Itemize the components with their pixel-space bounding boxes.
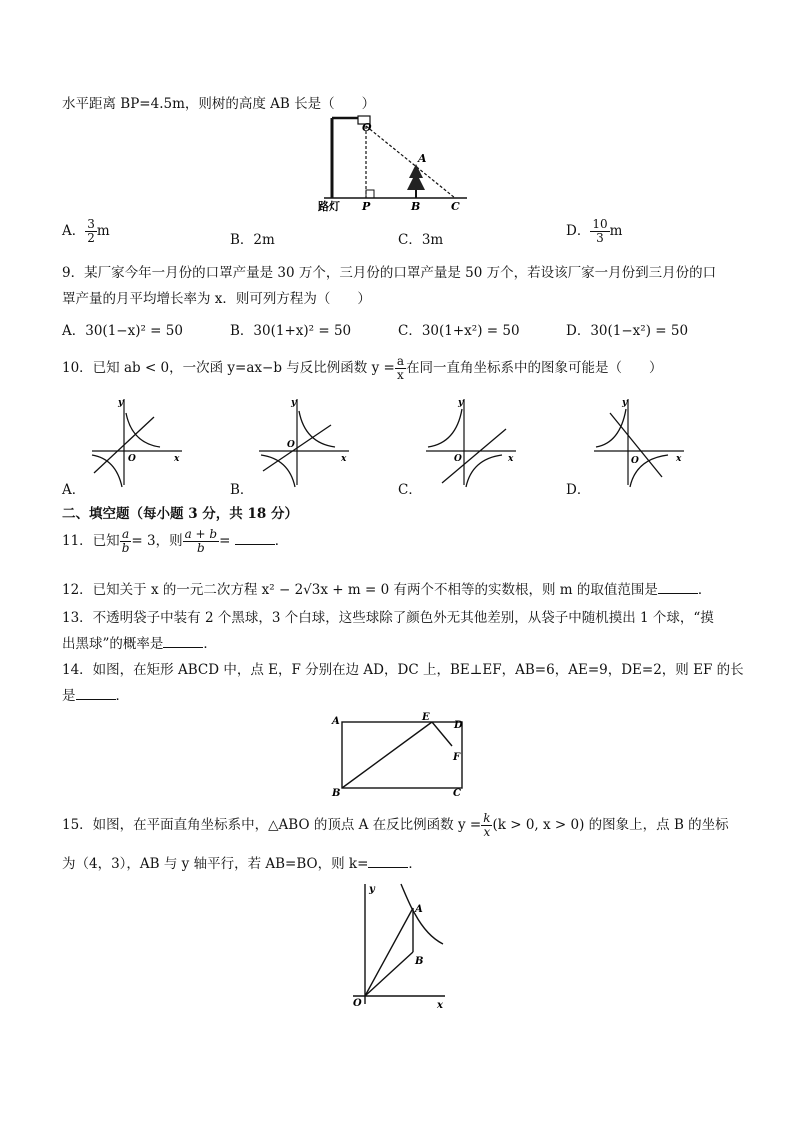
q14-figure-rectangle — [328, 710, 470, 802]
option-d-fraction: $\frac{10}{3}$ — [592, 217, 608, 245]
q12-end: ． — [697, 582, 712, 598]
y-label: y — [622, 398, 628, 408]
label-x: x — [437, 1000, 443, 1010]
q9-option-c: C．30(1+x²) = 50 — [398, 323, 520, 339]
hyperbola — [261, 411, 335, 487]
right-angle-mark — [366, 190, 374, 198]
option-a-fraction: $\frac{3}{2}$ — [87, 217, 95, 245]
segment-oa — [365, 908, 413, 996]
q10-label-c: C． — [398, 482, 422, 498]
q10-stem-suffix: 在同一直角坐标系中的图象可能是（ ） — [405, 360, 663, 376]
option-a-unit: m — [96, 223, 110, 239]
q10-label-b: B． — [230, 482, 254, 498]
q10-graph-c — [422, 395, 522, 490]
q12 — [62, 578, 711, 598]
label-O: O — [353, 998, 362, 1009]
q14-line2 — [62, 684, 129, 704]
o-label: O — [631, 456, 639, 466]
section-title-fill-in: 二、填空题（每小题 3 分，共 18 分） — [62, 506, 298, 522]
q15-figure-coordinate — [345, 878, 455, 1010]
rectangle-abcd — [342, 722, 462, 788]
q8-option-c: C．3m — [398, 232, 444, 248]
q8-figure-streetlamp — [312, 112, 472, 212]
q15-line2-text: 为（4，3），AB 与 y 轴平行，若 AB=BO，则 k= — [62, 856, 369, 872]
q10-stem — [62, 355, 662, 382]
o-label: O — [454, 454, 462, 464]
x-label: x — [174, 454, 180, 464]
option-d-prefix: D． — [566, 223, 591, 239]
o-label: O — [287, 440, 295, 450]
segment-ob — [365, 952, 413, 996]
q13-end: ． — [203, 636, 217, 652]
label-B: B — [332, 788, 341, 799]
q11-end: ． — [274, 533, 289, 549]
hyperbola — [596, 409, 668, 487]
q11-answer-blank[interactable] — [235, 532, 275, 545]
q10-graph-a — [88, 395, 188, 490]
q13-line1: 13．不透明袋子中装有 2 个黑球，3 个白球，这些球除了颜色外无其他差别，从袋子中随机摸出 1 个球，“摸 — [62, 610, 714, 626]
q11-fraction-ab-b: $\frac{a + b}{b}$ — [184, 527, 218, 555]
q15-suffix: (k > 0, x > 0) 的图象上，点 B 的坐标 — [492, 817, 729, 833]
q13-line2 — [62, 632, 217, 652]
q8-option-d — [566, 218, 622, 245]
q9-option-a: A．30(1−x)² = 50 — [62, 323, 183, 339]
q8-stem-tail: 水平距离 BP=4.5m，则树的高度 AB 长是（ ） — [62, 96, 376, 112]
label-F: F — [453, 752, 461, 763]
x-label: x — [508, 454, 514, 464]
q14-end: ． — [115, 688, 129, 704]
q10-stem-prefix: 10．已知 ab < 0，一次函 y=ax−b 与反比例函数 y = — [62, 360, 395, 376]
q10-graph-d — [590, 395, 690, 490]
y-label: y — [118, 398, 124, 408]
x-label: x — [341, 454, 347, 464]
q9-option-d: D．30(1−x²) = 50 — [566, 323, 689, 339]
label-B: B — [411, 200, 421, 212]
q8-option-b: B．2m — [230, 232, 275, 248]
option-a-prefix: A． — [62, 223, 86, 239]
q9-line2: 罩产量的月平均增长率为 x．则可列方程为（ ） — [62, 291, 371, 307]
q11-eq: = — [219, 533, 231, 549]
label-A: A — [332, 716, 340, 727]
q10-label-a: A． — [62, 482, 86, 498]
y-label: y — [291, 398, 297, 408]
label-C: C — [453, 788, 461, 799]
label-E: E — [422, 712, 430, 723]
q12-text: 12．已知关于 x 的一元二次方程 x² − 2√3x + m = 0 有两个不相等的实数根，则 m 的取值范围是 — [62, 582, 658, 598]
label-P: P — [362, 200, 371, 212]
x-label: x — [676, 454, 682, 464]
q14-line1: 14．如图，在矩形 ABCD 中，点 E，F 分别在边 AD，DC 上，BE⊥EF，AB=6，AE=9，DE=2，则 EF 的长 — [62, 662, 744, 678]
label-D: D — [454, 720, 463, 731]
q9-line1: 9．某厂家今年一月份的口罩产量是 30 万个，三月份的口罩产量是 50 万个，若设该厂家一月份到三月份的口 — [62, 265, 717, 281]
line — [610, 413, 662, 477]
q11 — [62, 528, 288, 555]
label-lamp: 路灯 — [318, 200, 340, 212]
q13-answer-blank[interactable] — [163, 635, 203, 648]
q15-line2 — [62, 852, 422, 872]
q15-answer-blank[interactable] — [368, 855, 408, 868]
y-label: y — [458, 398, 464, 408]
q10-fraction: $\frac{a}{x}$ — [396, 354, 404, 382]
tree-icon — [407, 164, 425, 190]
q14-answer-blank[interactable] — [76, 687, 116, 700]
o-label: O — [128, 454, 136, 464]
q9-option-b: B．30(1+x)² = 50 — [230, 323, 352, 339]
label-A: A — [415, 904, 423, 915]
label-A: A — [418, 152, 427, 165]
q11-fraction-a-b: $\frac{a}{b}$ — [121, 527, 130, 555]
option-d-unit: m — [609, 223, 623, 239]
q15-line1 — [62, 812, 729, 839]
q15-prefix: 15．如图，在平面直角坐标系中，△ABO 的顶点 A 在反比例函数 y = — [62, 817, 482, 833]
q11-prefix: 11．已知 — [62, 533, 120, 549]
hyperbola — [92, 413, 160, 487]
q15-end: ． — [408, 856, 422, 872]
segment-be — [342, 722, 432, 788]
segment-ef — [432, 722, 452, 746]
q8-option-a — [62, 218, 110, 245]
q12-answer-blank[interactable] — [658, 581, 698, 594]
q10-label-d: D． — [566, 482, 591, 498]
label-C: C — [451, 200, 460, 212]
q11-mid: = 3，则 — [131, 533, 183, 549]
q10-graph-b — [255, 395, 355, 490]
q13-line2-text: 出黑球”的概率是 — [62, 636, 164, 652]
q15-fraction: $\frac{k}{x}$ — [483, 811, 491, 839]
hyperbola — [428, 409, 502, 487]
q14-line2-text: 是 — [62, 688, 76, 704]
label-O: O — [362, 121, 372, 134]
label-y: y — [369, 884, 375, 895]
label-B: B — [415, 956, 424, 967]
